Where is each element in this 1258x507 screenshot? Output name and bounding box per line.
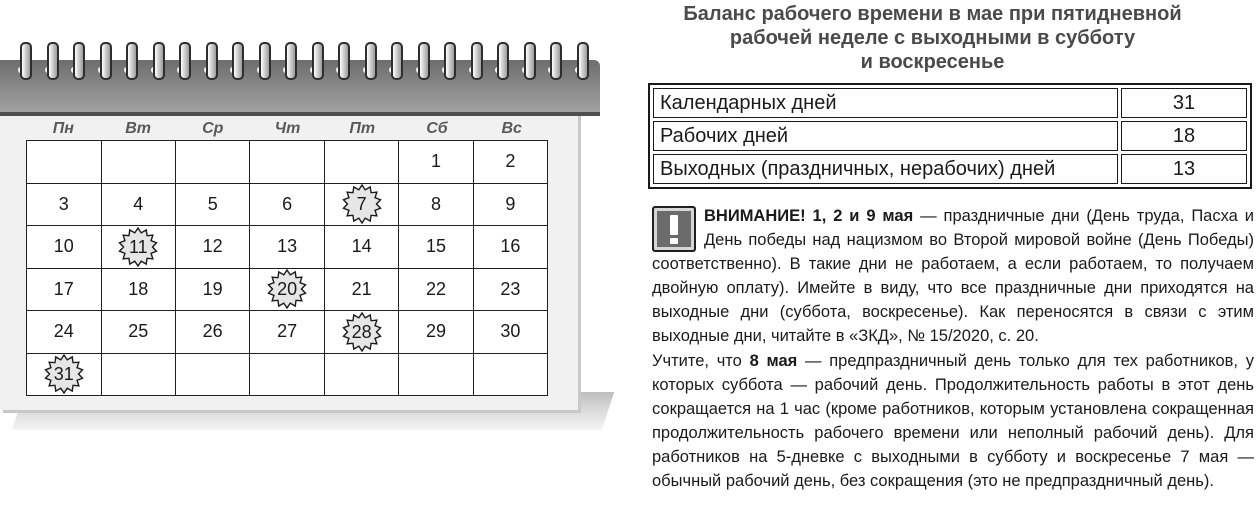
notice-text-2: — предпраздничный день только для тех работников, у которых суббота — рабочий день. Продолжительность работы в этот день сокращается на 1 час (кроме работников, которым установлена сокращенная продолжительность рабочего времени или неполный рабочий день). Для работников на 5-дневке с выходными в субботу и воскресенье 7 мая — обычный рабочий день, без сокращения (это не предпраздничный день). bbox=[652, 351, 1254, 491]
binding-ring bbox=[20, 42, 32, 80]
binding-ring bbox=[259, 42, 271, 80]
calendar-day-cell bbox=[101, 226, 176, 269]
binding-ring bbox=[338, 42, 350, 80]
calendar-day-cell bbox=[473, 353, 547, 396]
calendar-week-row bbox=[27, 311, 548, 354]
day-number: 1 bbox=[431, 151, 442, 172]
row-value-days-off: 13 bbox=[1121, 154, 1247, 184]
day-number: 21 bbox=[351, 278, 372, 299]
work-time-balance-table bbox=[648, 83, 1252, 189]
day-number: 24 bbox=[53, 321, 74, 342]
calendar-week-row bbox=[27, 141, 548, 184]
calendar-day-cell bbox=[250, 141, 325, 184]
calendar-day-cell bbox=[176, 141, 250, 184]
calendar-day-cell bbox=[250, 311, 325, 354]
day-number: 19 bbox=[202, 278, 223, 299]
binding-ring bbox=[47, 42, 59, 80]
calendar-grid bbox=[26, 140, 548, 396]
calendar-day-cell bbox=[324, 141, 399, 184]
day-number: 25 bbox=[128, 321, 149, 342]
notice-text-2-start: Учтите, что bbox=[652, 351, 750, 370]
binding-ring bbox=[126, 42, 138, 80]
binding-ring bbox=[206, 42, 218, 80]
page-title bbox=[620, 2, 1245, 74]
row-value-calendar-days: 31 bbox=[1121, 88, 1247, 118]
notice-lead: ВНИМАНИЕ! 1, 2 и 9 мая bbox=[704, 207, 914, 225]
day-number: 3 bbox=[58, 193, 69, 214]
day-number: 8 bbox=[431, 193, 442, 214]
calendar-header-edge bbox=[0, 112, 600, 116]
title-line-3: и воскресенье bbox=[860, 51, 1005, 73]
highlighted-day bbox=[118, 227, 158, 267]
weekday-label: Чт bbox=[274, 120, 301, 137]
day-number: 31 bbox=[53, 364, 74, 385]
day-number: 17 bbox=[53, 278, 74, 299]
calendar bbox=[0, 0, 610, 440]
calendar-day-cell bbox=[324, 311, 399, 354]
calendar-day-cell bbox=[27, 226, 102, 269]
highlighted-day bbox=[342, 184, 382, 224]
day-number: 22 bbox=[426, 278, 447, 299]
calendar-day-cell bbox=[473, 311, 547, 354]
day-number: 10 bbox=[53, 236, 74, 257]
calendar-day-cell bbox=[27, 141, 102, 184]
day-number: 26 bbox=[202, 321, 223, 342]
calendar-day-cell bbox=[250, 183, 325, 226]
notice-paragraph-2 bbox=[652, 349, 1254, 494]
day-number: 23 bbox=[500, 278, 521, 299]
weekday-label: Ср bbox=[202, 120, 224, 137]
day-number: 11 bbox=[128, 236, 148, 257]
day-number: 2 bbox=[505, 151, 516, 172]
calendar-day-cell bbox=[473, 183, 547, 226]
calendar-day-cell bbox=[176, 311, 250, 354]
day-number: 14 bbox=[351, 236, 372, 257]
calendar-day-cell bbox=[101, 268, 176, 311]
day-number: 7 bbox=[356, 194, 367, 215]
day-number: 13 bbox=[277, 236, 298, 257]
calendar-day-cell bbox=[473, 141, 547, 184]
calendar-day-cell bbox=[473, 268, 547, 311]
calendar-day-cell bbox=[176, 183, 250, 226]
weekday-header-row bbox=[26, 118, 549, 140]
calendar-week-row bbox=[27, 268, 548, 311]
day-number: 28 bbox=[351, 321, 372, 342]
calendar-day-cell bbox=[101, 141, 176, 184]
binding-ring bbox=[100, 42, 112, 80]
calendar-day-cell bbox=[27, 268, 102, 311]
calendar-week-row bbox=[27, 183, 548, 226]
weekday-label: Сб bbox=[426, 120, 448, 137]
day-number: 20 bbox=[277, 279, 298, 300]
day-number: 30 bbox=[500, 321, 521, 342]
calendar-header-band bbox=[0, 60, 600, 114]
notice-text-1: — праздничные дни (День труда, Пасха и День победы над нацизмом во Второй мировой войне (День Победы) соответственно). В такие дни не работаем, а если работаем, то получаем двойную оплату). Имейте в виду, что все праздничные дни приходятся на выходные дни (суббота, воскресенье). Как переносятся в связи с этим выходные дни, читайте в «ЗКД», № 15/2020, с. 20. bbox=[652, 207, 1254, 346]
binding-ring bbox=[179, 42, 191, 80]
calendar-day-cell bbox=[324, 226, 399, 269]
calendar-day-cell bbox=[176, 226, 250, 269]
highlighted-day bbox=[342, 312, 382, 352]
day-number: 12 bbox=[202, 236, 223, 257]
day-number: 16 bbox=[500, 236, 521, 257]
binding-ring bbox=[418, 42, 430, 80]
calendar-day-cell bbox=[399, 311, 473, 354]
calendar-day-cell bbox=[101, 183, 176, 226]
attention-notice bbox=[652, 204, 1254, 493]
day-number: 4 bbox=[133, 193, 144, 214]
row-value-working-days: 18 bbox=[1121, 121, 1247, 151]
table-row bbox=[653, 121, 1247, 151]
binding-ring bbox=[524, 42, 536, 80]
binding-ring bbox=[365, 42, 377, 80]
weekday-label: Вс bbox=[501, 120, 522, 137]
calendar-day-cell bbox=[176, 353, 250, 396]
binding-ring bbox=[550, 42, 562, 80]
title-line-2: рабочей неделе с выходными в субботу bbox=[729, 27, 1136, 49]
calendar-day-cell bbox=[27, 183, 102, 226]
highlighted-day bbox=[267, 269, 307, 309]
weekday-label: Пт bbox=[349, 120, 376, 137]
calendar-day-cell bbox=[250, 226, 325, 269]
calendar-day-cell bbox=[324, 268, 399, 311]
binding-ring bbox=[232, 42, 244, 80]
calendar-day-cell bbox=[176, 268, 250, 311]
day-number: 6 bbox=[282, 193, 293, 214]
calendar-day-cell bbox=[399, 141, 473, 184]
exclamation-icon bbox=[652, 206, 696, 252]
calendar-day-cell bbox=[324, 183, 399, 226]
calendar-day-cell bbox=[250, 353, 325, 396]
row-label-working-days: Рабочих дней bbox=[653, 121, 1118, 151]
calendar-day-cell bbox=[399, 268, 473, 311]
calendar-day-cell bbox=[399, 353, 473, 396]
binding-ring bbox=[577, 42, 589, 80]
calendar-day-cell bbox=[399, 183, 473, 226]
weekday-label: Вт bbox=[125, 120, 151, 137]
calendar-day-cell bbox=[473, 226, 547, 269]
title-line-1: Баланс рабочего времени в мае при пятидневной bbox=[683, 3, 1182, 25]
binding-ring bbox=[497, 42, 509, 80]
table-row bbox=[653, 88, 1247, 118]
calendar-day-cell bbox=[399, 226, 473, 269]
binding-ring bbox=[73, 42, 85, 80]
calendar-week-row bbox=[27, 353, 548, 396]
binding-ring bbox=[444, 42, 456, 80]
calendar-day-cell bbox=[101, 311, 176, 354]
binding-ring bbox=[391, 42, 403, 80]
calendar-day-cell bbox=[101, 353, 176, 396]
day-number: 5 bbox=[207, 193, 218, 214]
binding-ring bbox=[312, 42, 324, 80]
table-row bbox=[653, 154, 1247, 184]
calendar-day-cell bbox=[250, 268, 325, 311]
notice-bold-date: 8 мая bbox=[749, 351, 798, 370]
day-number: 27 bbox=[277, 321, 298, 342]
calendar-week-row bbox=[27, 226, 548, 269]
row-label-days-off: Выходных (праздничных, нерабочих) дней bbox=[653, 154, 1118, 184]
calendar-day-cell bbox=[27, 311, 102, 354]
calendar-day-cell bbox=[324, 353, 399, 396]
binding-ring bbox=[285, 42, 297, 80]
weekday-label: Пн bbox=[52, 120, 74, 137]
day-number: 9 bbox=[505, 193, 516, 214]
notice-paragraph-1 bbox=[652, 204, 1254, 349]
day-number: 18 bbox=[128, 278, 149, 299]
binding-ring bbox=[153, 42, 165, 80]
highlighted-day bbox=[44, 354, 84, 394]
calendar-day-cell bbox=[27, 353, 102, 396]
row-label-calendar-days: Календарных дней bbox=[653, 88, 1118, 118]
binding-ring bbox=[471, 42, 483, 80]
day-number: 29 bbox=[426, 321, 447, 342]
day-number: 15 bbox=[426, 236, 447, 257]
